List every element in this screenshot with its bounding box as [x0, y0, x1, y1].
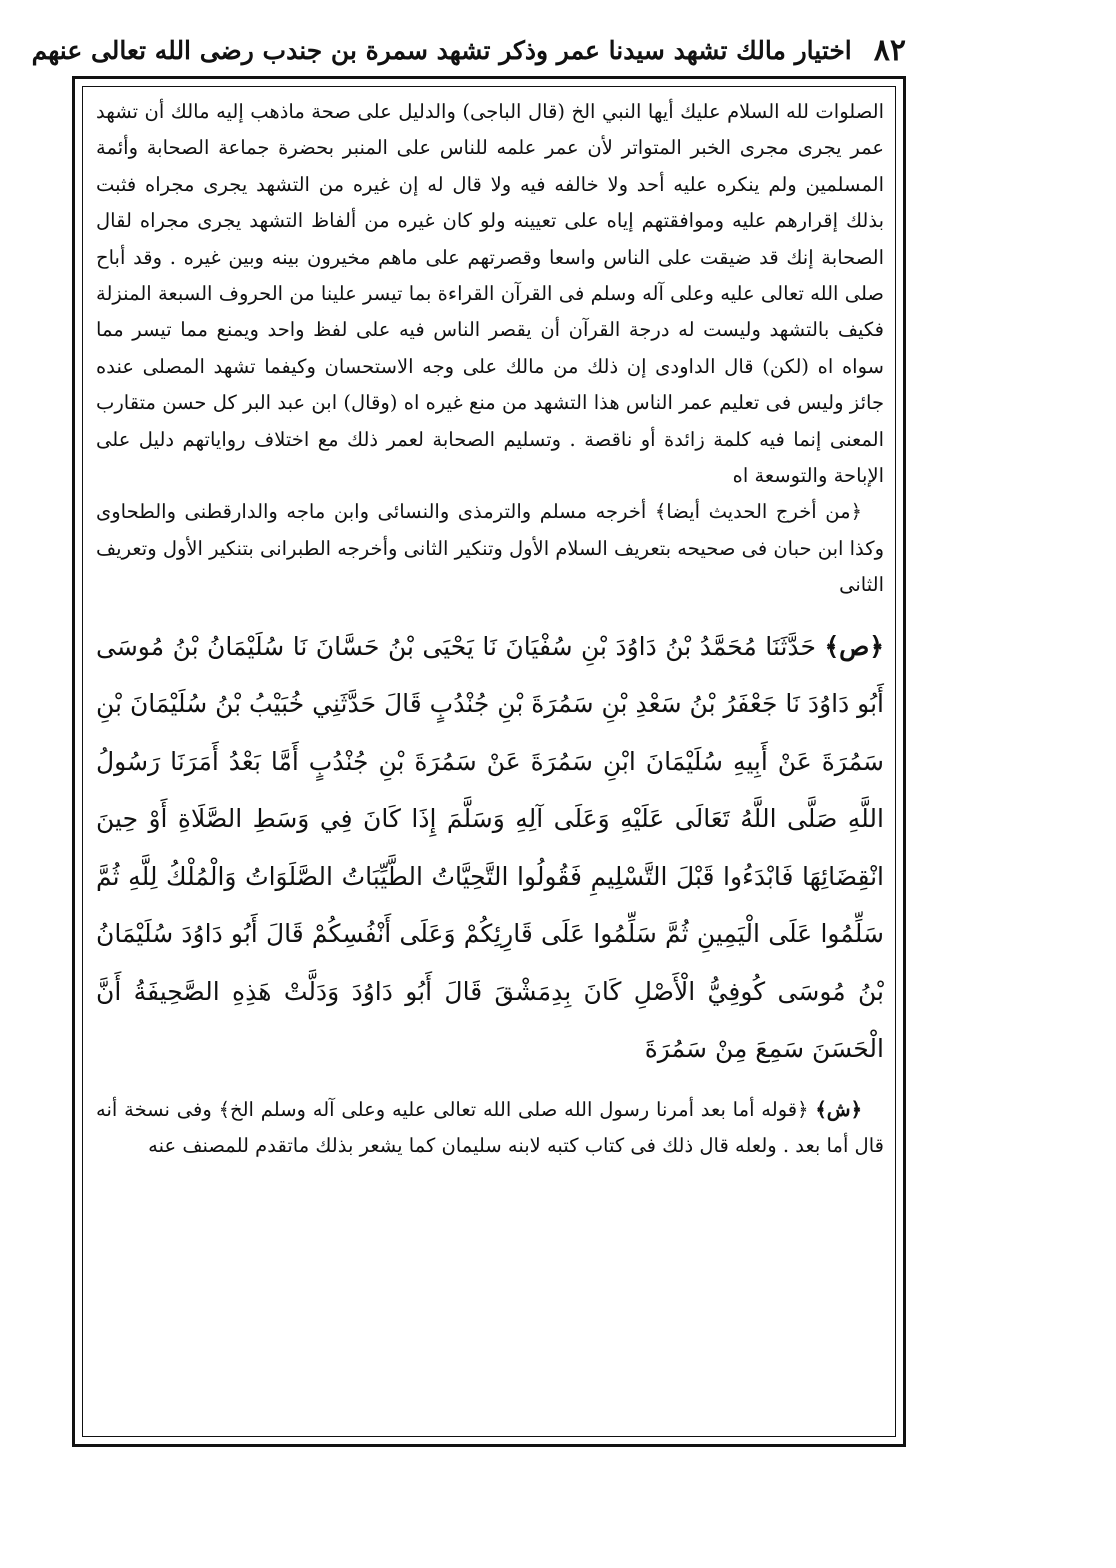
explanation-section — [96, 1092, 884, 1165]
explanation-body: ﴿قوله أما بعد أمرنا رسول الله صلى الله تعالى عليه وعلى آله وسلم الخ﴾ وفى نسخة أنه قال أما بعد . ولعله قال ذلك فى كتاب كتبه لابنه سليمان كما يشعر بذلك ماتقدم للمصنف عنه — [96, 1097, 884, 1158]
explanation-marker: ﴿ش﴾ — [815, 1097, 862, 1121]
page-header — [31, 28, 906, 72]
hadith-body: حَدَّثَنَا مُحَمَّدُ بْنُ دَاوُدَ بْنِ سُفْيَانَ نَا يَحْيَى بْنُ حَسَّانَ نَا سُلَيْمَانُ بْنُ مُوسَى أَبُو دَاوُدَ نَا جَعْفَرُ بْنُ سَعْدِ بْنِ سَمُرَةَ بْنِ جُنْدُبٍ قَالَ حَدَّثَنِي خُبَيْبُ بْنُ سُلَيْمَانَ بْنِ سَمُرَةَ عَنْ أَبِيهِ سُلَيْمَانَ ابْنِ سَمُرَةَ عَنْ سَمُرَةَ بْنِ جُنْدُبٍ أَمَّا بَعْدُ أَمَرَنَا رَسُولُ اللَّهِ صَلَّى اللَّهُ تَعَالَى عَلَيْهِ وَعَلَى آلِهِ وَسَلَّمَ إِذَا كَانَ فِي وَسَطِ الصَّلَاةِ أَوْ حِينَ انْقِضَائِهَا فَابْدَءُوا قَبْلَ التَّسْلِيمِ فَقُولُوا التَّحِيَّاتُ الطَّيِّبَاتُ الصَّلَوَاتُ وَالْمُلْكُ لِلَّهِ ثُمَّ سَلِّمُوا عَلَى الْيَمِينِ ثُمَّ سَلِّمُوا عَلَى قَارِئِكُمْ وَعَلَى أَنْفُسِكُمْ قَالَ أَبُو دَاوُدَ سُلَيْمَانُ بْنُ مُوسَى كُوفِيُّ الْأَصْلِ كَانَ بِدِمَشْقَ قَالَ أَبُو دَاوُدَ وَدَلَّتْ هَذِهِ الصَّحِيفَةُ أَنَّ الْحَسَنَ سَمِعَ مِنْ سَمُرَةَ — [96, 631, 884, 1064]
page-number: ٨٢ — [873, 32, 906, 68]
commentary-paragraph-baji: الصلوات لله السلام عليك أيها النبي الخ (قال الباجى) والدليل على صحة ماذهب إليه مالك أن تشهد عمر يجرى مجرى الخبر المتواتر لأن عمر علمه للناس على المنبر بحضرة جماعة الصحابة وأئمة المسلمين ولم ينكره عليه أحد ولا خالفه فيه ولا قال له إن غيره من التشهد يجرى مجراه فثبت بذلك إقرارهم عليه وموافقتهم إياه على تعيينه ولو كان غيره من ألفاظ التشهد يجرى مجراه لقال الصحابة إنك قد ضيقت على الناس واسعا وقصرتهم على ماهم مخيرون بينه وبين غيره . وقد أباح صلى الله تعالى عليه وعلى آله وسلم فى القرآن القراءة بما تيسر علينا من الحروف السبعة المنزلة فكيف بالتشهد وليست له درجة القرآن أن يقصر الناس فيه على لفظ واحد ويمنع مما تيسر مما سواه اه (لكن) قال الداودى إن ذلك من مالك على وجه الاستحسان وكيفما تشهد المصلى عنده جائز وليس فى تعليم عمر الناس هذا التشهد من منع غيره اه (وقال) ابن عبد البر كل حسن متقارب المعنى إنما فيه كلمة زائدة أو ناقصة . وتسليم الصحابة لعمر ذلك مع اختلاف رواياتهم دليل على الإباحة والتوسعة اه — [96, 100, 884, 488]
hadith-section — [96, 618, 884, 1078]
explanation-paragraph — [96, 1092, 884, 1165]
page-body — [96, 94, 884, 1165]
commentary-paragraph-takhrij: ﴿من أخرج الحديث أيضا﴾ أخرجه مسلم والترمذى والنسائى وابن ماجه والدارقطنى والطحاوى وكذا ابن حبان فى صحيحه بتعريف السلام الأول وتنكير الثانى وأخرجه الطبرانى بتنكير الأول وتعريف الثانى — [96, 500, 884, 597]
hadith-text — [96, 618, 884, 1078]
hadith-marker: ﴿ص﴾ — [824, 631, 884, 661]
commentary-section — [96, 94, 884, 604]
running-header-title: اختيار مالك تشهد سيدنا عمر وذكر تشهد سمرة بن جندب رضى الله تعالى عنهم — [31, 35, 852, 65]
